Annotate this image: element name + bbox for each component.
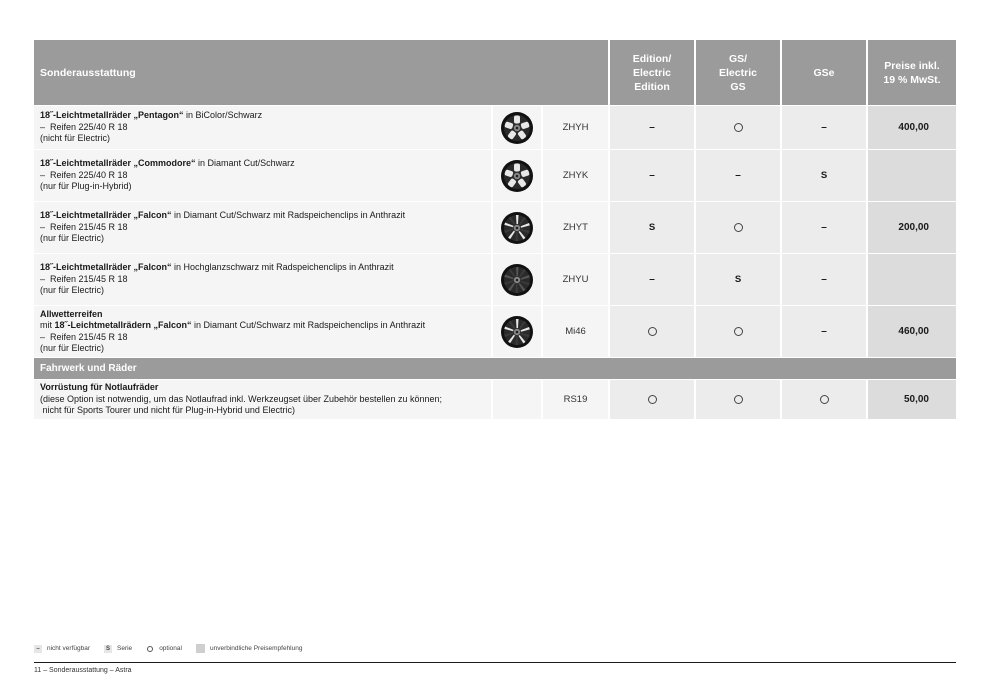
section-header: Fahrwerk und Räder xyxy=(34,358,956,380)
value-gs-optional-icon xyxy=(734,223,743,232)
option-price: 200,00 xyxy=(868,202,956,253)
footer-text: 11 – Sonderausstattung – Astra xyxy=(34,667,132,674)
value-gse xyxy=(782,380,868,419)
option-price: 460,00 xyxy=(868,306,956,357)
value-gs xyxy=(696,150,782,201)
header-col-price: Preise inkl. 19 % MwSt. xyxy=(868,40,956,105)
value-gs-standard: S xyxy=(734,274,742,285)
option-code: ZHYT xyxy=(543,202,610,253)
option-code: RS19 xyxy=(543,380,610,419)
value-edition xyxy=(610,254,696,305)
value-gse xyxy=(782,254,868,305)
value-gse-not-available: – xyxy=(821,274,827,285)
table-row xyxy=(34,106,956,150)
option-code: ZHYK xyxy=(543,150,610,201)
wheel-falcon-allseason-icon xyxy=(493,306,543,357)
value-gse-not-available: – xyxy=(821,326,827,337)
value-gs xyxy=(696,106,782,149)
value-gse xyxy=(782,150,868,201)
value-edition xyxy=(610,150,696,201)
header-col-gse: GSe xyxy=(782,40,868,105)
header-col-gs: GS/ Electric GS xyxy=(696,40,782,105)
value-edition xyxy=(610,202,696,253)
option-price xyxy=(868,254,956,305)
header-title: Sonderausstattung xyxy=(34,40,610,105)
option-description: 18˝-Leichtmetallräder „Falcon“ in Hochglanzschwarz mit Radspeichenclips in Anthrazit – Reifen 215/45 R 18 (nur für Electric) xyxy=(34,254,493,305)
value-edition-not-available: – xyxy=(649,274,655,285)
dash-icon: – xyxy=(34,645,42,653)
value-gse-not-available: – xyxy=(821,222,827,233)
value-gs xyxy=(696,202,782,253)
price-swatch-icon xyxy=(196,644,205,653)
value-gs xyxy=(696,380,782,419)
option-price: 400,00 xyxy=(868,106,956,149)
wheel-falcon-black-icon xyxy=(493,254,543,305)
value-edition xyxy=(610,306,696,357)
value-gs-optional-icon xyxy=(734,327,743,336)
table-row xyxy=(34,150,956,202)
legend-item-optional: optional xyxy=(146,645,182,653)
circle-icon xyxy=(146,645,154,653)
wheel-commodore-icon xyxy=(493,150,543,201)
value-gse-optional-icon xyxy=(820,395,829,404)
value-gs-optional-icon xyxy=(734,123,743,132)
table-row xyxy=(34,202,956,254)
option-description: 18˝-Leichtmetallräder „Pentagon“ in BiColor/Schwarz – Reifen 225/40 R 18 (nicht für Electric) xyxy=(34,106,493,149)
table-row xyxy=(34,254,956,306)
option-price: 50,00 xyxy=(868,380,956,419)
option-description: Allwetterreifen mit 18˝-Leichtmetallrädern „Falcon“ in Diamant Cut/Schwarz mit Radspeichenclips in Anthrazit – Reifen 215/45 R 18 (nur für Electric) xyxy=(34,306,493,357)
option-description: Vorrüstung für Notlaufräder (diese Option ist notwendig, um das Notlaufrad inkl. Werkzeugset über Zubehör bestellen zu können; nicht für Sports Tourer und nicht für Plug-in-Hybrid und Electric) xyxy=(34,380,493,419)
value-edition xyxy=(610,380,696,419)
value-edition xyxy=(610,106,696,149)
option-price xyxy=(868,150,956,201)
option-code: ZHYH xyxy=(543,106,610,149)
value-gs xyxy=(696,254,782,305)
option-code: Mi46 xyxy=(543,306,610,357)
legend-item-not-available: – nicht verfügbar xyxy=(34,645,90,653)
value-edition-not-available: – xyxy=(649,122,655,133)
option-description: 18˝-Leichtmetallräder „Falcon“ in Diamant Cut/Schwarz mit Radspeichenclips in Anthrazit – Reifen 215/45 R 18 (nur für Electric) xyxy=(34,202,493,253)
value-gs xyxy=(696,306,782,357)
table-header xyxy=(34,40,956,106)
header-col-edition: Edition/ Electric Edition xyxy=(610,40,696,105)
value-gse xyxy=(782,306,868,357)
value-edition-not-available: – xyxy=(649,170,655,181)
value-gse-standard: S xyxy=(820,170,828,181)
table-row xyxy=(34,306,956,358)
option-description: 18˝-Leichtmetallräder „Commodore“ in Diamant Cut/Schwarz – Reifen 225/40 R 18 (nur für Plug-in-Hybrid) xyxy=(34,150,493,201)
value-gse xyxy=(782,106,868,149)
value-edition-standard: S xyxy=(648,222,656,233)
value-gse-not-available: – xyxy=(821,122,827,133)
value-edition-optional-icon xyxy=(648,327,657,336)
footer-divider xyxy=(34,662,956,663)
options-table xyxy=(34,40,956,420)
legend-item-price: unverbindliche Preisempfehlung xyxy=(196,644,303,653)
option-code: ZHYU xyxy=(543,254,610,305)
value-gs-optional-icon xyxy=(734,395,743,404)
legend xyxy=(34,644,316,653)
standard-icon: S xyxy=(105,645,110,652)
legend-item-standard: S Serie xyxy=(105,645,133,652)
value-gse xyxy=(782,202,868,253)
value-gs-not-available: – xyxy=(735,170,741,181)
value-edition-optional-icon xyxy=(648,395,657,404)
wheel-pentagon-icon xyxy=(493,106,543,149)
image-cell xyxy=(493,380,543,419)
table-row xyxy=(34,380,956,420)
wheel-falcon-icon xyxy=(493,202,543,253)
